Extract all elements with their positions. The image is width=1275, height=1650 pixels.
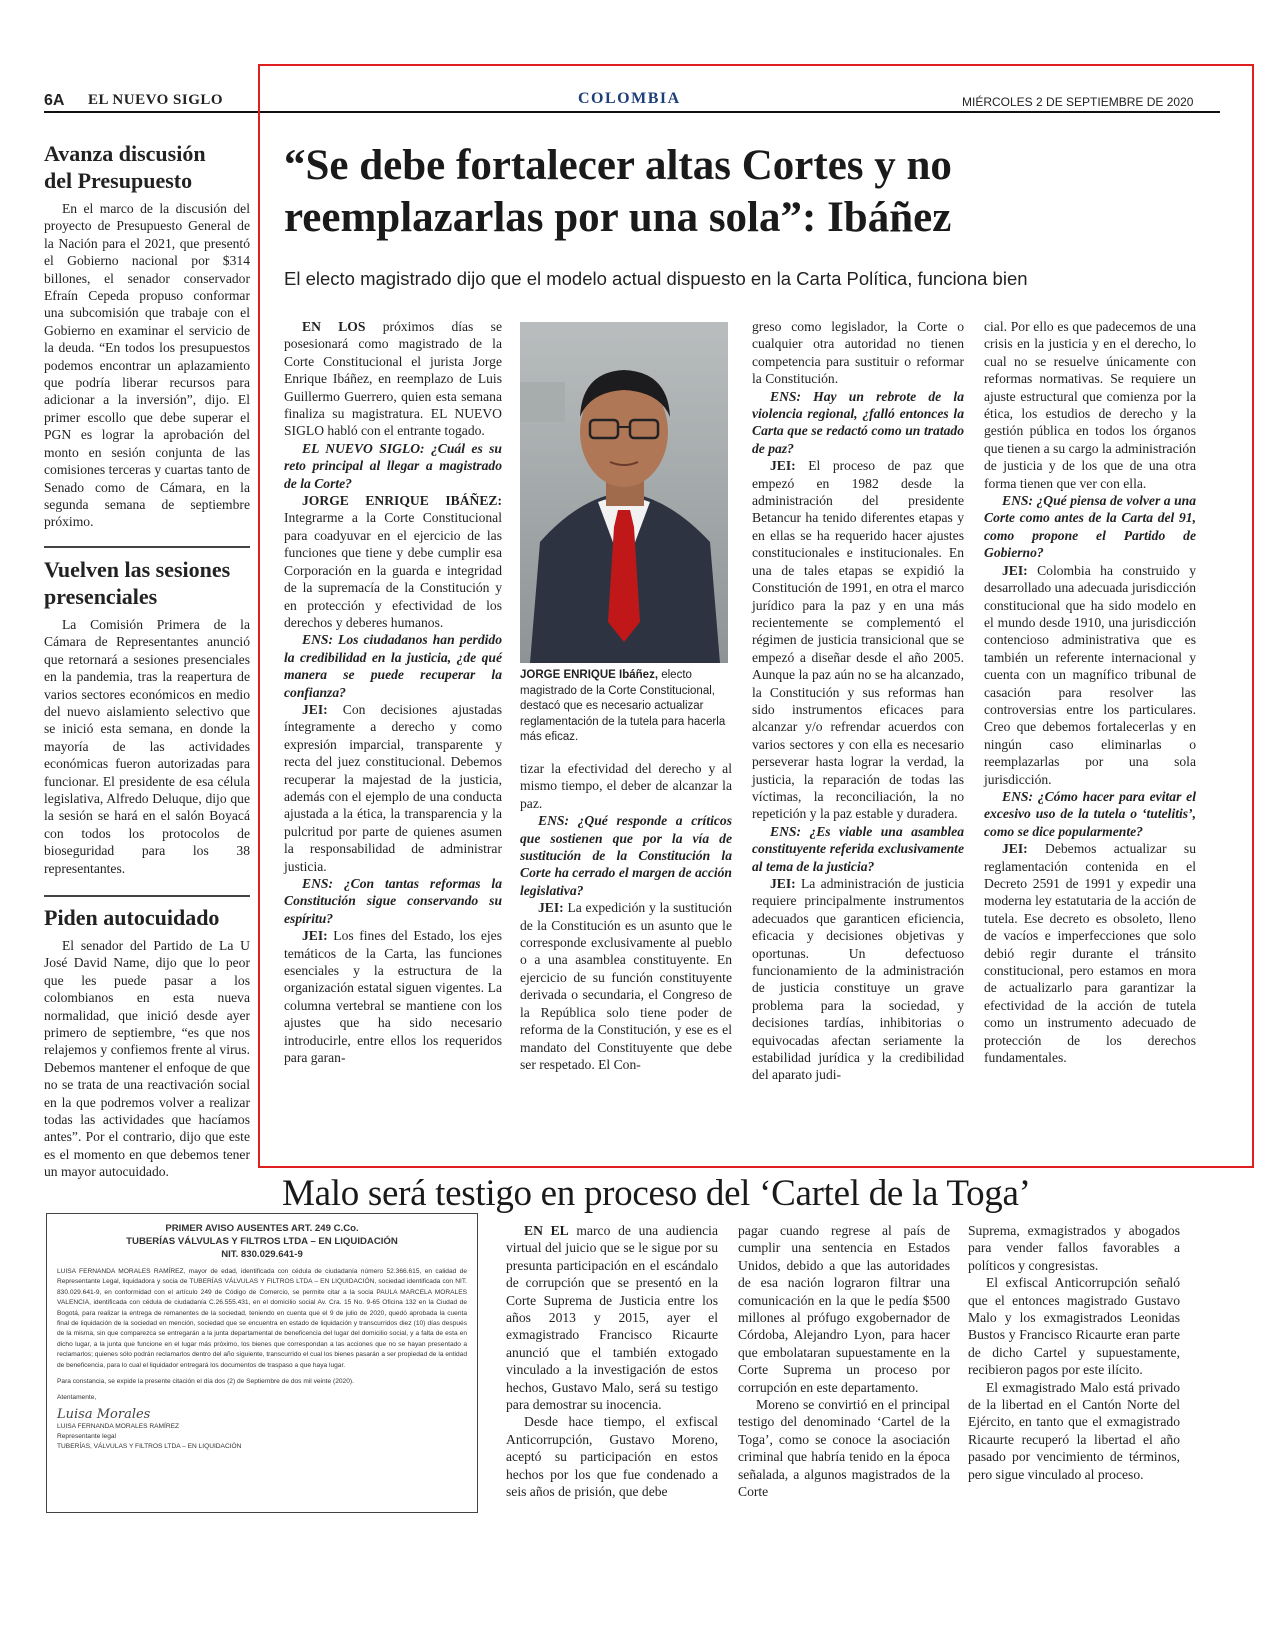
notice-signer-name: LUISA FERNANDA MORALES RAMÍREZ xyxy=(57,1423,180,1431)
portrait-illustration xyxy=(520,322,728,663)
paragraph-lead: JEI: xyxy=(1002,562,1028,578)
paragraph-text: cial. Por ello es que padecemos de una crisis en la justicia y en el derecho, lo cual no se resuelve únicamente con reformas normativas. Se requiere un ajuste estructural que comienza por la ética, los estudios de derecho y la gestión pública en todos los órganos que tienen a su cargo la administración de justicia y de los que de una otra forma tienen que ver con ella. xyxy=(984,319,1196,491)
column-rule xyxy=(44,895,250,897)
article-paragraph xyxy=(984,562,1196,788)
paragraph-lead: JORGE ENRIQUE IBÁÑEZ: xyxy=(302,493,502,509)
question-text: ENS: ¿Qué piensa de volver a una Corte como antes de la Carta del 91, como propone el Partido de Gobierno? xyxy=(984,493,1196,561)
notice-body: LUISA FERNANDA MORALES RAMÍREZ, mayor de edad, identificada con cédula de ciudadanía número 52.366.615, en calidad de Representante Legal, liquidadora y socia de TUBERÍAS VÁLVULAS Y FILTROS LTDA – EN LIQUIDACIÓN, sociedad identificada con NIT. 830.029.641-9, en conformidad con el artículo 249 de Código de Comercio, se permite citar a la socia PAULA MARCELA MORALES VALENCIA, identificada con cédula de ciudadanía C.26.555.431, en el domicilio social Av. Cra. 15 No. 9-65 Oficina 132 en la Ciudad de Bogotá, para realizar la entrega de remanentes de la sociedad, teniendo en cuenta que el 9 de julio de 2020, quedó aprobada la cuenta final de liquidación de la sociedad en mención, sociedad que se encuentra en estado de liquidación y transcurridos diez (10) días después de la misma, sin que comparezca se entregarán a la junta departamental de beneficencia del lugar del domicilio social, y a falta de esta en dicho lugar, a la junta que funcione en el lugar más próximo, los bienes que correspondan a las acciones que no se hayan presentado a reclamarlos; quienes sólo podrán reclamarlos dentro del año siguiente, transcurrido el cual los bienes pasarán a ser propiedad de la entidad de beneficencia, para lo cual el liquidador entregará los documentos de traspaso a que haya lugar. xyxy=(57,1268,467,1369)
interview-question xyxy=(520,812,732,899)
paragraph-lead: JEI: xyxy=(770,876,796,891)
main-column-2 xyxy=(520,760,732,1073)
paragraph-lead: JEI: xyxy=(770,458,796,474)
interview-question xyxy=(752,388,964,458)
brief-budget xyxy=(44,140,250,531)
article-paragraph xyxy=(968,1222,1180,1274)
paragraph-text: Colombia ha construido y desarrollado una adecuada jurisdicción constitucional que ha sido modelo en el mundo desde 1910, una jurisdicción contencioso administrativa que es también un referente internacional y cuenta con un magnífico tribunal de casación para resolver las controversias entre los particulares. Creo que debemos fortalecerlas y en ningún caso eliminarlas o reemplazarlas por una sola jurisdicción. xyxy=(984,562,1196,787)
question-text: ENS: ¿Cómo hacer para evitar el excesivo uso de la tutela o ‘tutelitis’, como se dice popularmente? xyxy=(984,788,1196,839)
paragraph-text: greso como legislador, la Corte o cualquier otra autoridad no tienen competencia para sustituir o reformar la Constitución. xyxy=(752,319,964,387)
notice-signer-role: Representante legal xyxy=(57,1433,117,1441)
notice-salutation: Atentamente, xyxy=(57,1394,97,1402)
brief-body: La Comisión Primera de la Cámara de Representantes anunció que retornará a sesiones presenciales en la pandemia, tras la reapertura de varios sectores económicos en medio del nuevo aislamiento selectivo que se inició esta semana, en donde la mayoría de las actividades económicas fueron autorizadas para funcionar. El presidente de esa célula legislativa, Alfredo Deluque, dijo que la sesión se hará en el salón Boyacá con todos los protocolos de bioseguridad para los 38 representantes. xyxy=(44,617,250,876)
paragraph-lead: EN LOS xyxy=(302,319,366,334)
main-column-4 xyxy=(984,318,1196,1066)
article-paragraph xyxy=(520,760,732,812)
brief-body: El senador del Partido de La U José David Name, dijo que lo peor que les puede pasar a los colombianos en esta nueva normalidad, que inició desde ayer primero de septiembre, “es que nos relajemos y confiemos frente al virus. Debemos mantener el enfoque de que no se trata de una reactivación social en la que podremos volver a realizar todas las actividades que hacíamos antes”. Por el contrario, dijo que este es el momento en que debemos tener un mayor autocuidado. xyxy=(44,938,250,1180)
interview-question xyxy=(984,788,1196,840)
paragraph-text: La administración de justicia requiere principalmente instrumentos adecuados que garanticen eficiencia, eficacia y decisiones objetivas y oportunas. Un defectuoso funcionamiento de la administración de justicia constituye un grave problema para la sociedad, y decisiones tardías, inhibitorias o equivocadas afectan seriamente la estabilidad jurídica y la credibilidad del aparato judi- xyxy=(752,876,964,1083)
interview-question xyxy=(284,631,502,701)
interview-question xyxy=(284,440,502,492)
notice-title: PRIMER AVISO AUSENTES ART. 249 C.Co. TUBERÍAS VÁLVULAS Y FILTROS LTDA – EN LIQUIDACIÓN NIT. 830.029.641-9 xyxy=(126,1223,398,1260)
issue-date: MIÉRCOLES 2 DE SEPTIEMBRE DE 2020 xyxy=(962,95,1194,109)
second-headline: Malo será testigo en proceso del ‘Cartel de la Toga’ xyxy=(282,1173,1031,1214)
brief-headline: Avanza discusión del Presupuesto xyxy=(44,141,206,193)
question-text: ENS: ¿Con tantas reformas la Constitución sigue conservando su espíritu? xyxy=(284,876,502,926)
notice-closing: Para constancia, se expide la presente citación el día dos (2) de Septiembre de dos mil veinte (2020). xyxy=(57,1378,354,1386)
question-text: ENS: ¿Es viable una asamblea constituyente referida exclusivamente al tema de la justicia? xyxy=(752,823,964,874)
article-paragraph xyxy=(752,318,964,388)
paragraph-text: Los fines del Estado, los ejes temáticos de la Carta, las funciones esenciales y la estructura de la organización estatal siguen vigentes. La columna vertebral se mantiene con los ajustes que ha sido necesario introducirle, entre ellos los requeridos para garan- xyxy=(284,928,502,1066)
article-paragraph xyxy=(752,875,964,1084)
paragraph-text: pagar cuando regrese al país de cumplir una sentencia en Estados Unidos, debido a que las autoridades de esa nación lograron filtrar una comunicación en la que le pedía $500 millones al prófugo exgobernador de Córdoba, Alejandro Lyon, para hacer que embolataran supuestamente en la Corte Suprema un proceso por corrupción en este departamento. xyxy=(738,1223,950,1395)
interview-question xyxy=(984,492,1196,562)
brief-sessions xyxy=(44,556,250,877)
column-rule xyxy=(44,546,250,548)
question-text: ENS: ¿Qué responde a críticos que sostienen que por la vía de sustitución de la Constitución la Corte ha cerrado el margen de acción legislativa? xyxy=(520,813,732,898)
legal-notice xyxy=(46,1213,478,1513)
paragraph-text: Con decisiones ajustadas íntegramente a derecho y como expresión imparcial, transparente y recta del juez constitucional. Debemos recuperar la majestad de la justicia, además con el ejemplo de una conducta ajustada a la ética, la transparencia y la pulcritud por parte de quienes asumen la responsabilidad de administrar justicia. xyxy=(284,701,502,874)
paragraph-lead: EN EL xyxy=(524,1223,569,1238)
portrait-photo xyxy=(520,322,728,663)
article-paragraph xyxy=(738,1222,950,1396)
newspaper-name: EL NUEVO SIGLO xyxy=(88,92,224,108)
paragraph-text: Desde hace tiempo, el exfiscal Anticorrupción, Gustavo Moreno, aceptó su participación en estos hechos por los que fue condenado a seis años de prisión, que debe xyxy=(506,1414,718,1500)
paragraph-text: El proceso de paz que empezó en 1982 desde la administración del presidente Betancur ha tenido diferentes etapas y en ellas se ha requerido hacer ajustes constitucionales e institucionales. En una de tales etapas se expidió la Constitución de 1991, en otra el marco jurídico para la paz y en una más recientemente se complementó el régimen de justicia transicional que se empezó a diseñar desde el año 2005. Aunque la paz aún no se ha alcanzado, la Constitución y sus reformas han sido instrumentos eficaces para alcanzar y/o refrendar acuerdos con varios sectores y con ella es necesario perseverar hasta lograr la verdad, la justicia, la reparación de todas las víctimas, la reconciliación, la no repetición y la paz estable y duradera. xyxy=(752,458,964,822)
brief-headline: Vuelven las sesiones presenciales xyxy=(44,557,231,609)
article-paragraph xyxy=(752,457,964,823)
main-subhead: El electo magistrado dijo que el modelo actual dispuesto en la Carta Política, funciona bien xyxy=(284,268,1028,289)
photo-caption xyxy=(520,668,732,746)
second-column-2 xyxy=(738,1222,950,1501)
article-paragraph xyxy=(738,1396,950,1500)
page-number: 6A xyxy=(44,92,65,109)
paragraph-text: La expedición y la sustitución de la Constitución es un asunto que le corresponde exclusivamente al pueblo o a una asamblea constituyente. En ejercicio de su función constituyente derivada o secundaria, el Congreso de la República solo tiene poder de reforma de la Constitución, y ese es el mandato del Constituyente que debe ser respetado. El Con- xyxy=(520,900,732,1072)
section-label: COLOMBIA xyxy=(578,90,681,107)
paragraph-lead: JEI: xyxy=(302,928,328,944)
second-column-3 xyxy=(968,1222,1180,1483)
article-paragraph xyxy=(284,318,502,440)
paragraph-lead: JEI: xyxy=(1002,841,1028,857)
paragraph-text: Moreno se convirtió en el principal testigo del denominado ‘Cartel de la Toga’, como se conoce la asociación criminal que habría tenido en la época señalada, a algunos magistrados de la Corte xyxy=(738,1397,950,1500)
article-paragraph xyxy=(984,840,1196,1066)
second-column-1 xyxy=(506,1222,718,1501)
paragraph-lead: JEI: xyxy=(538,900,564,916)
question-text: EL NUEVO SIGLO: ¿Cuál es su reto principal al llegar a magistrado de la Corte? xyxy=(284,440,502,491)
main-column-1 xyxy=(284,318,502,1066)
paragraph-text: tizar la efectividad del derecho y al mismo tiempo, el deber de alcanzar la paz. xyxy=(520,761,732,811)
paragraph-text: Suprema, exmagistrados y abogados para vender fallos favorables a políticos y congresistas. xyxy=(968,1223,1180,1273)
article-paragraph xyxy=(520,899,732,1073)
caption-text: electo magistrado de la Corte Constitucional, destacó que es necesario actualizar reglamentación de la tutela para hacerla más eficaz. xyxy=(520,669,726,743)
article-paragraph xyxy=(506,1413,718,1500)
paragraph-text: Debemos actualizar su reglamentación contenida en el Decreto 2591 de 1991 y expedir una moderna ley estatutaria de la acción de tutela. Ese decreto es obsoleto, lleno de vacíos e imperfecciones que solo debió regir durante el tránsito constitucional, pero estamos en mora de actualizarlo para garantizar la efectividad de la acción de tutela como un instrumento adecuado de protección de los derechos fundamentales. xyxy=(984,841,1196,1066)
brief-body: En el marco de la discusión del proyecto de Presupuesto General de la Nación para el 2021, que presentó el Gobierno nacional por $314 billones, el senador conservador Efraín Cepeda propuso conformar una subcomisión que trabaje con el Gobierno en examinar el servicio de la deuda. “En todos los presupuestos podemos encontrar un aplazamiento que podría liberar recursos para adicionar a la inversión”, dijo. El primer escollo que debe superar el PGN es lograr la aprobación del monto en sesión conjunta de las comisiones terceras y cuartas tanto de Senado como de Cámara, en la segunda semana de septiembre próximo. xyxy=(44,201,250,530)
notice-signer-company: TUBERÍAS, VÁLVULAS Y FILTROS LTDA – EN LIQUIDACIÓN xyxy=(57,1443,242,1451)
question-text: ENS: Hay un rebrote de la violencia regional, ¿falló entonces la Carta que se redactó como un tratado de paz? xyxy=(752,388,964,456)
interview-question xyxy=(752,823,964,875)
paragraph-text: El exmagistrado Malo está privado de la libertad en el Cantón Norte del Ejército, en tanto que el exmagistrado Ricaurte recuperó la libertad el año pasado por vencimiento de términos, pero sigue vinculado al proceso. xyxy=(968,1379,1180,1482)
paragraph-text: marco de una audiencia virtual del juicio que se le sigue por su presunta participación en el escándalo de corrupción que se presentó en la Corte Suprema de Justicia entre los años 2013 y 2015, ayer el exmagistrado Francisco Ricaurte anunció que el también extogado vinculado a la investigación de estos hechos, Gustavo Malo, será su testigo para demostrar su inocencia. xyxy=(506,1223,718,1413)
brief-selfcare xyxy=(44,904,250,1181)
article-paragraph xyxy=(284,701,502,875)
article-paragraph xyxy=(506,1222,718,1413)
article-paragraph xyxy=(968,1274,1180,1378)
notice-signature: Luisa Morales xyxy=(57,1407,151,1423)
article-paragraph xyxy=(968,1379,1180,1483)
paragraph-text: El exfiscal Anticorrupción señaló que el entonces magistrado Gustavo Malo y los exmagistrados Leonidas Bustos y Francisco Ricaurte eran parte de dicho Cartel y supuestamente, recibieron pagos por este ilícito. xyxy=(968,1275,1180,1378)
interview-question xyxy=(284,875,502,927)
brief-headline: Piden autocuidado xyxy=(44,905,220,930)
paragraph-text: próximos días se posesionará como magistrado de la Corte Constitucional el jurista Jorge Enrique Ibáñez, en reemplazo de Luis Guillermo Guerrero, quien esta semana finaliza su magistratura. EL NUEVO SIGLO habló con el entrante togado. xyxy=(284,319,502,439)
article-paragraph xyxy=(984,318,1196,492)
paragraph-text: Integrarme a la Corte Constitucional para coadyuvar en el ejercicio de las funciones que tiene y debe cumplir esa Corporación en la guarda e integridad de la supremacía de la Constitución y en protección y efectividad de los derechos y deberes humanos. xyxy=(284,510,502,630)
main-headline: “Se debe fortalecer altas Cortes y no reemplazarlas por una sola”: Ibáñez xyxy=(284,142,952,241)
article-paragraph xyxy=(284,492,502,631)
paragraph-lead: JEI: xyxy=(302,701,328,717)
article-paragraph xyxy=(284,927,502,1066)
question-text: ENS: Los ciudadanos han perdido la credibilidad en la justicia, ¿de qué manera se puede recuperar la confianza? xyxy=(284,632,502,700)
main-column-3 xyxy=(752,318,964,1084)
caption-name: JORGE ENRIQUE Ibáñez, xyxy=(520,669,659,681)
